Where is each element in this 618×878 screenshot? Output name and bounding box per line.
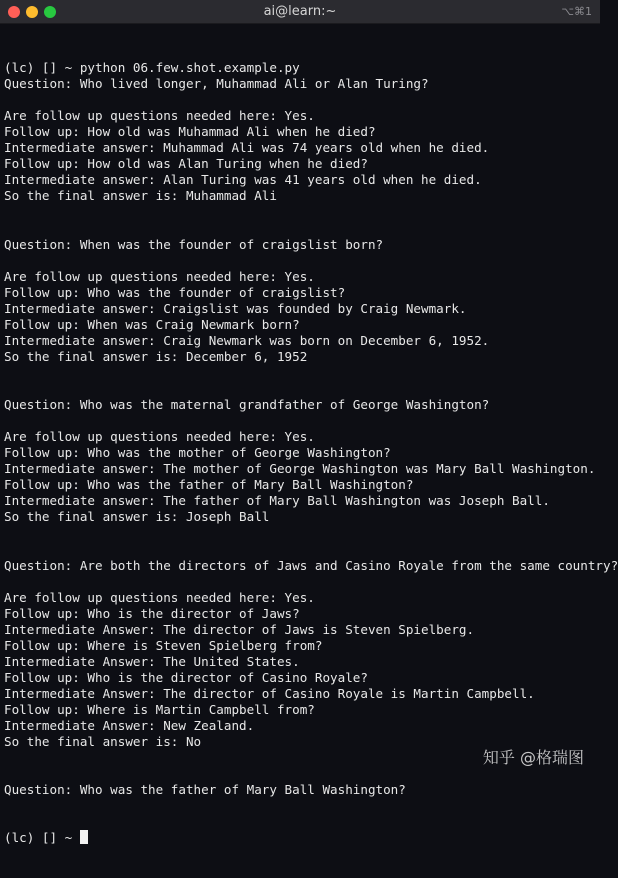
terminal-line: Are follow up questions needed here: Yes. xyxy=(4,108,315,124)
terminal-line: Question: When was the founder of craigslist born? xyxy=(4,236,384,252)
terminal-line xyxy=(4,766,596,782)
terminal-line: Intermediate Answer: The United States. xyxy=(4,653,300,669)
window-title: ai@learn:~ xyxy=(263,4,337,19)
terminal-line: Follow up: Where is Steven Spielberg from? xyxy=(4,637,323,653)
terminal-line xyxy=(4,413,596,429)
terminal-line xyxy=(4,205,596,221)
terminal-line: Question: Who lived longer, Muhammad Ali or Alan Turing? xyxy=(4,76,429,92)
terminal-line xyxy=(4,365,596,381)
terminal-line: Question: Who was the father of Mary Ball Washington? xyxy=(4,782,406,798)
title-bar xyxy=(0,0,600,24)
terminal-line: So the final answer is: No xyxy=(4,734,202,750)
output-lines xyxy=(4,60,618,798)
terminal-line: Intermediate answer: Muhammad Ali was 74 years old when he died. xyxy=(4,140,490,156)
terminal-line: Follow up: How old was Alan Turing when he died? xyxy=(4,156,368,172)
terminal-line: Intermediate answer: The father of Mary Ball Washington was Joseph Ball. xyxy=(4,493,550,509)
terminal-line: Are follow up questions needed here: Yes. xyxy=(4,429,315,445)
terminal-line: Follow up: Who was the father of Mary Ball Washington? xyxy=(4,477,414,493)
terminal-line xyxy=(4,542,596,558)
terminal-line: Intermediate Answer: New Zealand. xyxy=(4,718,255,734)
watermark: 知乎 @格瑞图 xyxy=(482,748,584,767)
terminal-line: Question: Who was the maternal grandfather of George Washington? xyxy=(4,397,490,413)
terminal-line: Follow up: Who was the founder of craigslist? xyxy=(4,284,346,300)
terminal-line xyxy=(4,253,596,269)
terminal-line xyxy=(4,381,596,397)
prompt-line[interactable] xyxy=(4,830,596,846)
terminal-line: So the final answer is: December 6, 1952 xyxy=(4,348,308,364)
terminal-line: (lc) [] ~ python 06.few.shot.example.py xyxy=(4,60,300,76)
terminal-line xyxy=(4,92,596,108)
terminal-line: Follow up: Who is the director of Jaws? xyxy=(4,605,300,621)
terminal-line: Intermediate answer: Craig Newmark was born on December 6, 1952. xyxy=(4,332,490,348)
terminal-line: Intermediate answer: The mother of George Washington was Mary Ball Washington. xyxy=(4,461,596,477)
terminal-line xyxy=(4,525,596,541)
terminal-line: Intermediate answer: Alan Turing was 41 years old when he died. xyxy=(4,172,482,188)
terminal-line: Intermediate answer: Craigslist was founded by Craig Newmark. xyxy=(4,300,467,316)
text-cursor xyxy=(80,830,88,844)
terminal-line: Follow up: Who is the director of Casino Royale? xyxy=(4,669,368,685)
shell-prompt: (lc) [] ~ xyxy=(4,830,80,846)
terminal-line: Follow up: When was Craig Newmark born? xyxy=(4,316,300,332)
terminal-line: Follow up: Where is Martin Campbell from? xyxy=(4,701,315,717)
terminal-line: Are follow up questions needed here: Yes. xyxy=(4,268,315,284)
terminal-line: Intermediate Answer: The director of Casino Royale is Martin Campbell. xyxy=(4,685,535,701)
terminal-line xyxy=(4,221,596,237)
terminal-line: Intermediate Answer: The director of Jaws is Steven Spielberg. xyxy=(4,621,475,637)
terminal-line: Question: Are both the directors of Jaws and Casino Royale from the same country? xyxy=(4,557,618,573)
terminal-line xyxy=(4,574,596,590)
window-shortcut: ⌥⌘1 xyxy=(561,5,592,18)
terminal-line: Follow up: How old was Muhammad Ali when he died? xyxy=(4,124,376,140)
terminal-output[interactable] xyxy=(4,28,618,846)
terminal-line: Follow up: Who was the mother of George Washington? xyxy=(4,445,391,461)
terminal-line: Are follow up questions needed here: Yes. xyxy=(4,589,315,605)
terminal-line: So the final answer is: Joseph Ball xyxy=(4,509,270,525)
terminal-line: So the final answer is: Muhammad Ali xyxy=(4,188,277,204)
